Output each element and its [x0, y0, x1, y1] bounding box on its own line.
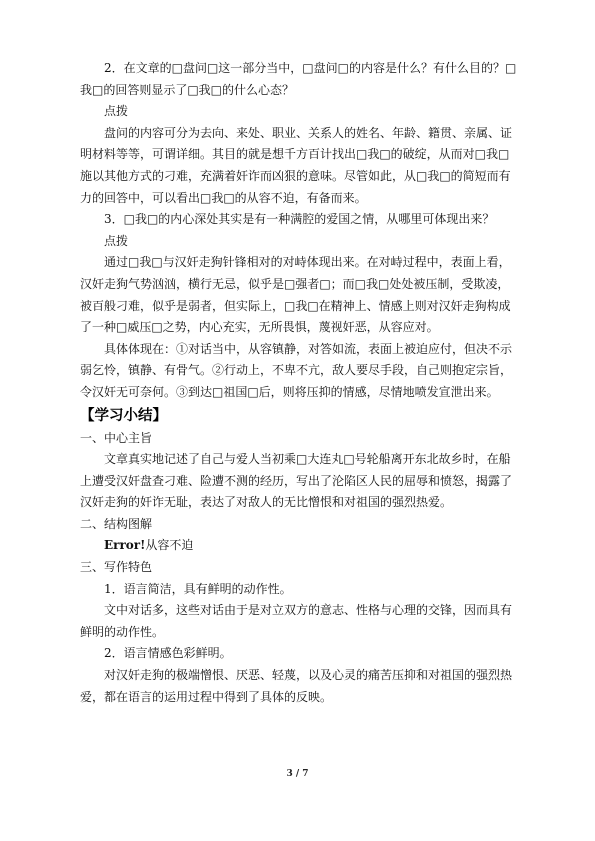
heading-structure: 二、结构图解 [80, 516, 153, 531]
page-number: 3 / 7 [286, 769, 309, 779]
question-2: 2．在文章的□盘问□这一部分当中，□盘问□的内容是什么？有什么目的？□我□的回答则显示了□我□的什么心态？ [80, 61, 517, 97]
error-text: Error! [104, 538, 146, 553]
heading-main-idea: 一、中心主旨 [80, 430, 153, 445]
feature-2-text: 对汉奸走狗的极端憎恨、厌恶、轻蔑，以及心灵的痛苦压抑和对祖国的强烈热爱，都在语言的运用过程中得到了具体的反映。 [80, 668, 513, 704]
main-idea-text: 文章真实地记述了自己与爱人当初乘□大连丸□号轮船离开东北故乡时，在船上遭受汉奸盘查刁难、险遭不测的经历，写出了沦陷区人民的屈辱和愤怒，揭露了汉奸走狗的奸诈无耻，表达了对敌人的无比憎恨和对祖国的强烈热爱。 [80, 452, 513, 510]
answer-2: 盘问的内容可分为去向、来处、职业、关系人的姓名、年龄、籍贯、亲属、证明材料等等，可谓详细。其目的就是想千方百计找出□我□的破绽，从而对□我□施以其他方式的刁难，充满着奸诈而凶狠的意味。尽管如此，从□我□的简短而有力的回答中，可以看出□我□的从容不迫，有备而来。 [80, 125, 513, 205]
feature-1-title: 1．语言简洁，具有鲜明的动作性。 [104, 581, 292, 596]
section-title-summary: 【学习小结】 [80, 406, 167, 424]
question-3: 3．□我□的内心深处其实是有一种满腔的爱国之情，从哪里可体现出来？ [104, 212, 495, 227]
document-body [80, 58, 520, 708]
feature-2-title: 2．语言情感色彩鲜明。 [104, 646, 232, 661]
feature-1-text: 文中对话多，这些对话由于是对立双方的意志、性格与心理的交锋，因而具有鲜明的动作性。 [80, 603, 513, 639]
hint-label: 点拨 [104, 233, 129, 248]
hint-label: 点拨 [104, 104, 129, 119]
heading-writing-features: 三、写作特色 [80, 560, 153, 575]
structure-tail: 从容不迫 [145, 538, 194, 553]
structure-diagram-placeholder [80, 535, 520, 557]
answer-3: 通过□我□与汉奸走狗针锋相对的对峙体现出来。在对峙过程中，表面上看，汉奸走狗气势汹汹，横行无忌，似乎是□强者□；而□我□处处被压制，受欺凌，被百般刁难，似乎是弱者，但实际上，□我□在精神上、情感上则对汉奸走狗构成了一种□威压□之势，内心充实，无所畏惧，蔑视奸恶，从容应对。 [80, 255, 511, 335]
answer-3-details: 具体体现在：①对话当中，从容镇静，对答如流，表面上被迫应付，但决不示弱乞怜，镇静、有骨气。②行动上，不卑不亢，敌人要尽手段，自己则抱定宗旨，令汉奸无可奈何。③到达□祖国□后，则将压抑的情感，尽情地喷发宣泄出来。 [80, 341, 513, 399]
